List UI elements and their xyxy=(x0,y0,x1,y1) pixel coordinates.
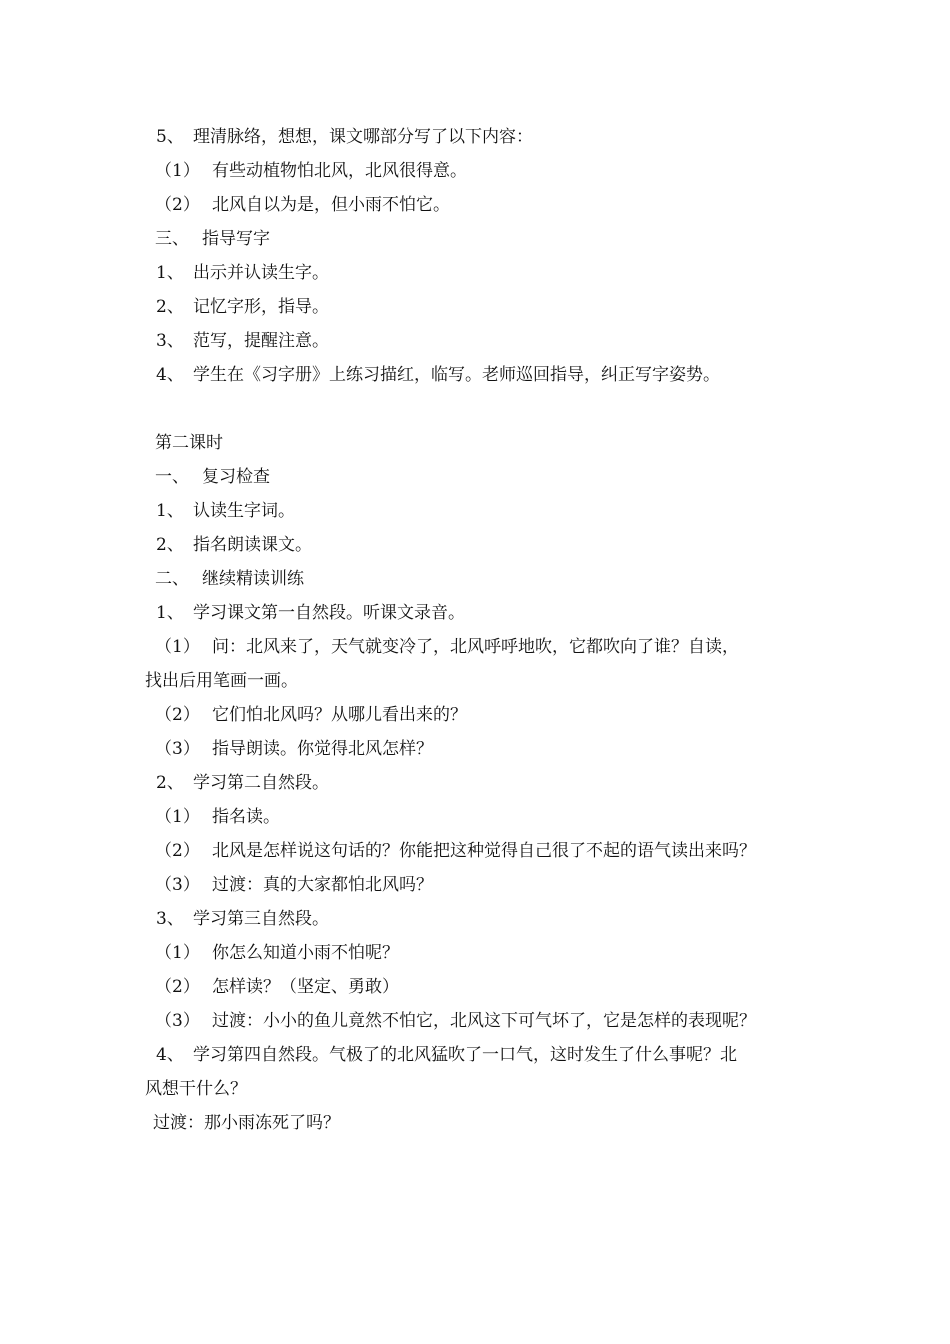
item-number: （2） xyxy=(155,705,200,725)
list-item xyxy=(155,943,399,963)
paragraph xyxy=(153,1113,340,1133)
item-number: 2、 xyxy=(156,773,184,793)
list-item xyxy=(156,297,329,317)
item-text: 出示并认读生字。 xyxy=(193,263,329,283)
item-text: 学习课文第一自然段。听课文录音。 xyxy=(193,603,465,623)
item-text: 它们怕北风吗？从哪儿看出来的？ xyxy=(212,705,467,725)
item-text: 你怎么知道小雨不怕呢？ xyxy=(212,943,399,963)
item-number: （3） xyxy=(155,875,200,895)
item-text: 问：北风来了，天气就变冷了，北风呼呼地吹，它都吹向了谁？自读， xyxy=(212,637,739,657)
item-text: 指名读。 xyxy=(212,807,280,827)
list-item xyxy=(156,1045,737,1065)
item-number: 4、 xyxy=(156,1045,184,1065)
item-number: 2、 xyxy=(156,535,184,555)
list-item xyxy=(155,807,280,827)
item-number: （3） xyxy=(155,1011,200,1031)
item-number: 一、 xyxy=(155,467,189,487)
item-number: （1） xyxy=(155,807,200,827)
item-number: 4、 xyxy=(156,365,184,385)
item-number: （1） xyxy=(155,637,200,657)
item-text: 学生在《习字册》上练习描红，临写。老师巡回指导，纠正写字姿势。 xyxy=(193,365,720,385)
item-text: 过渡：小小的鱼儿竟然不怕它，北风这下可气坏了，它是怎样的表现呢？ xyxy=(212,1011,756,1031)
section-heading xyxy=(155,569,304,589)
list-item xyxy=(155,1011,756,1031)
list-item xyxy=(156,263,329,283)
section-heading xyxy=(155,229,270,249)
list-item xyxy=(156,127,533,147)
item-number: 1、 xyxy=(156,501,184,521)
section-heading xyxy=(155,467,270,487)
item-text: 指名朗读课文。 xyxy=(193,535,312,555)
list-item xyxy=(155,875,433,895)
item-text: 继续精读训练 xyxy=(202,569,304,589)
lesson-title xyxy=(155,433,223,453)
list-item xyxy=(155,841,756,861)
item-number: 二、 xyxy=(155,569,189,589)
item-text: 北风是怎样说这句话的？你能把这种觉得自己很了不起的语气读出来吗？ xyxy=(212,841,756,861)
list-item xyxy=(155,977,399,997)
item-text: 记忆字形，指导。 xyxy=(193,297,329,317)
list-item xyxy=(155,739,433,759)
item-text: 找出后用笔画一画。 xyxy=(145,671,298,691)
item-number: 3、 xyxy=(156,909,184,929)
item-text: 过渡：那小雨冻死了吗？ xyxy=(153,1113,340,1133)
item-text: 认读生字词。 xyxy=(193,501,295,521)
list-item xyxy=(155,705,467,725)
list-item xyxy=(155,195,450,215)
item-number: （1） xyxy=(155,161,200,181)
item-text: 指导写字 xyxy=(202,229,270,249)
item-text: 理清脉络，想想，课文哪部分写了以下内容： xyxy=(193,127,533,147)
item-text: 学习第四自然段。气极了的北风猛吹了一口气，这时发生了什么事呢？北 xyxy=(193,1045,737,1065)
item-text: 怎样读？（坚定、勇敢） xyxy=(212,977,399,997)
item-text: 学习第三自然段。 xyxy=(193,909,329,929)
item-number: （2） xyxy=(155,841,200,861)
item-text: 复习检查 xyxy=(202,467,270,487)
item-text: 风想干什么？ xyxy=(145,1079,247,1099)
list-item-continuation xyxy=(145,671,298,691)
item-number: （1） xyxy=(155,943,200,963)
item-text: 过渡：真的大家都怕北风吗？ xyxy=(212,875,433,895)
item-text: 北风自以为是，但小雨不怕它。 xyxy=(212,195,450,215)
item-number: （2） xyxy=(155,977,200,997)
list-item xyxy=(156,501,295,521)
item-text: 学习第二自然段。 xyxy=(193,773,329,793)
list-item xyxy=(155,637,739,657)
item-text: 范写，提醒注意。 xyxy=(193,331,329,351)
item-text: 指导朗读。你觉得北风怎样？ xyxy=(212,739,433,759)
item-number: 5、 xyxy=(156,127,184,147)
item-number: 2、 xyxy=(156,297,184,317)
item-number: 1、 xyxy=(156,263,184,283)
list-item xyxy=(156,909,329,929)
list-item xyxy=(156,535,312,555)
item-number: （2） xyxy=(155,195,200,215)
item-number: 三、 xyxy=(155,229,189,249)
list-item xyxy=(155,161,467,181)
item-number: （3） xyxy=(155,739,200,759)
list-item xyxy=(156,603,465,623)
list-item xyxy=(156,365,720,385)
item-text: 有些动植物怕北风，北风很得意。 xyxy=(212,161,467,181)
list-item xyxy=(156,331,329,351)
item-number: 3、 xyxy=(156,331,184,351)
list-item-continuation xyxy=(145,1079,247,1099)
list-item xyxy=(156,773,329,793)
item-number: 1、 xyxy=(156,603,184,623)
lesson-title-text: 第二课时 xyxy=(155,433,223,453)
